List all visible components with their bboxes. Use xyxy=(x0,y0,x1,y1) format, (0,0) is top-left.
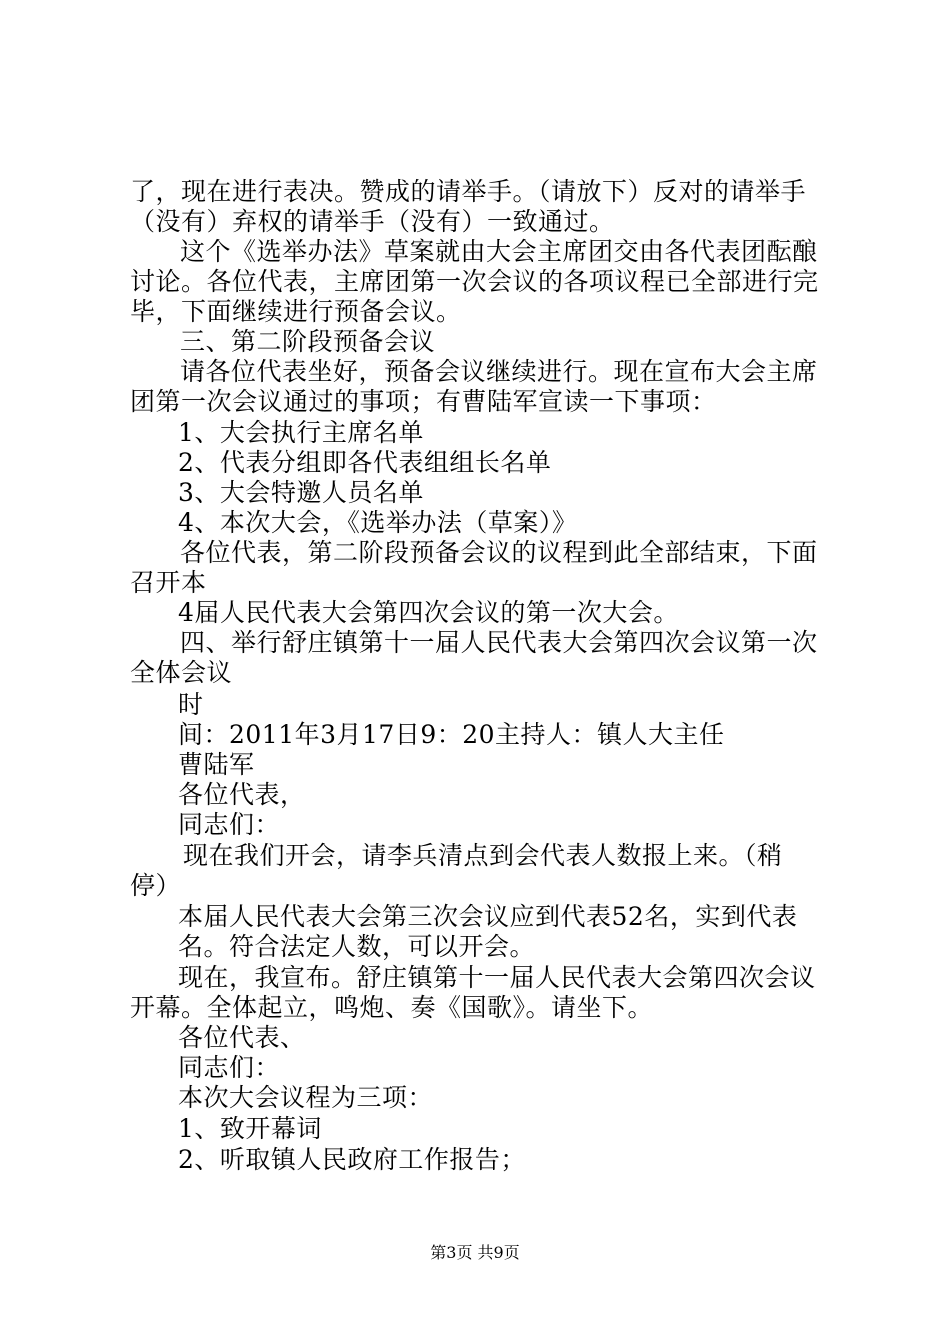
text-line: 现在我们开会，请李兵清点到会代表人数报上来。（稍 xyxy=(183,841,783,870)
text-line: 各位代表， xyxy=(178,780,306,809)
text-line: 团第一次会议通过的事项；有曹陆军宣读一下事项： xyxy=(130,387,717,416)
section-heading: 三、第二阶段预备会议 xyxy=(180,327,436,356)
text-line: 曹陆军 xyxy=(178,750,255,779)
text-line: 请各位代表坐好，预备会议继续进行。现在宣布大会主席 xyxy=(180,357,818,386)
text-line: 同志们： xyxy=(178,1053,281,1082)
text-line: 开幕。全体起立，鸣炮、奏《国歌》。请坐下。 xyxy=(130,993,654,1022)
text-line: （没有）弃权的请举手（没有）一致通过。 xyxy=(130,207,615,236)
text-line: 4届人民代表大会第四次会议的第一次大会。 xyxy=(178,598,679,627)
page-number-footer: 第3页 共9页 xyxy=(430,1243,520,1262)
text-line: 了，现在进行表决。赞成的请举手。（请放下）反对的请举手 xyxy=(130,177,807,206)
text-line: 时 xyxy=(178,690,204,719)
list-item: 1、大会执行主席名单 xyxy=(178,418,424,447)
text-line: 停） xyxy=(130,871,182,900)
text-line: 这个《选举办法》草案就由大会主席团交由各代表团酝酿 xyxy=(180,237,818,266)
text-line: 间：2011年3月17日9：20主持人：镇人大主任 xyxy=(178,720,725,749)
text-line: 召开本 xyxy=(130,568,207,597)
list-item: 3、大会特邀人员名单 xyxy=(178,478,424,507)
section-heading: 四、举行舒庄镇第十一届人民代表大会第四次会议第一次 xyxy=(180,628,818,657)
list-item: 4、本次大会，《选举办法（草案）》 xyxy=(178,508,578,537)
text-line: 毕，下面继续进行预备会议。 xyxy=(130,297,462,326)
text-line: 本次大会议程为三项： xyxy=(178,1083,434,1112)
text-line: 各位代表，第二阶段预备会议的议程到此全部结束，下面 xyxy=(180,538,818,567)
text-line: 同志们： xyxy=(178,810,281,839)
list-item: 2、代表分组即各代表组组长名单 xyxy=(178,448,552,477)
text-line: 讨论。各位代表，主席团第一次会议的各项议程已全部进行完 xyxy=(130,267,819,296)
text-line: 各位代表、 xyxy=(178,1023,306,1052)
list-item: 2、听取镇人民政府工作报告； xyxy=(178,1145,526,1174)
text-line: 全体会议 xyxy=(130,658,233,687)
text-line: 本届人民代表大会第三次会议应到代表52名，实到代表 xyxy=(178,902,798,931)
list-item: 1、致开幕词 xyxy=(178,1114,322,1143)
text-line: 现在，我宣布。舒庄镇第十一届人民代表大会第四次会议 xyxy=(178,963,816,992)
text-line: 名。符合法定人数，可以开会。 xyxy=(178,932,536,961)
